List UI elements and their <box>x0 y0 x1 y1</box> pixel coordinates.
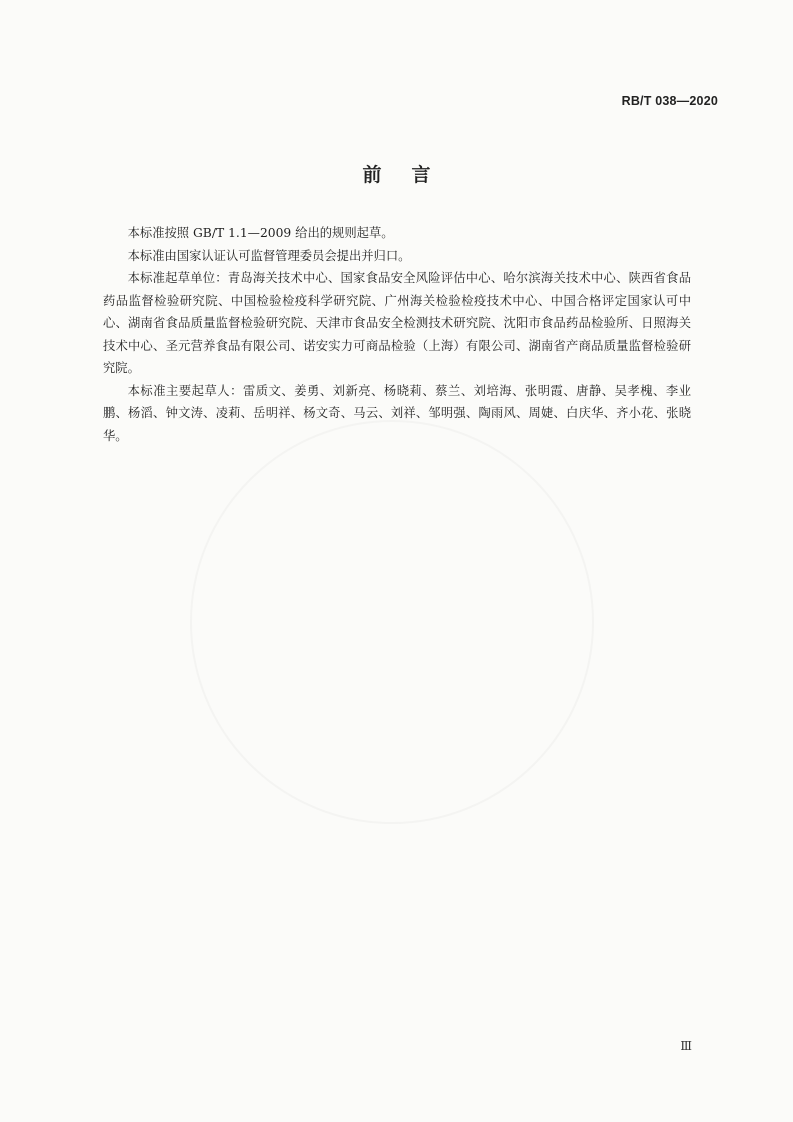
page-number: Ⅲ <box>680 1039 692 1053</box>
faint-seal-watermark <box>190 420 594 824</box>
paragraph-proposer: 本标准由国家认证认可监督管理委员会提出并归口。 <box>127 248 411 263</box>
page-title: 前言 <box>362 164 461 186</box>
paragraph-drafting-rules: 本标准按照 GB/T 1.1—2009 给出的规则起草。 <box>127 226 394 240</box>
paragraph-drafters: 本标准主要起草人：雷质文、姜勇、刘新亮、杨晓莉、蔡兰、刘培海、张明霞、唐静、吴孝槐、李业鹏、杨滔、钟文涛、凌莉、岳明祥、杨文奇、马云、刘祥、邹明强、陶雨风、周婕、白庆华、齐小花、张晓华。 <box>103 383 691 443</box>
paragraph-drafting-units: 本标准起草单位：青岛海关技术中心、国家食品安全风险评估中心、哈尔滨海关技术中心、陕西省食品药品监督检验研究院、中国检验检疫科学研究院、广州海关检验检疫技术中心、中国合格评定国家认可中心、湖南省食品质量监督检验研究院、天津市食品安全检测技术研究院、沈阳市食品药品检验所、日照海关技术中心、圣元营养食品有限公司、诺安实力可商品检验（上海）有限公司、湖南省产商品质量监督检验研究院。 <box>103 271 691 375</box>
standard-code: RB/T 038—2020 <box>621 94 718 108</box>
foreword-body <box>103 222 691 447</box>
